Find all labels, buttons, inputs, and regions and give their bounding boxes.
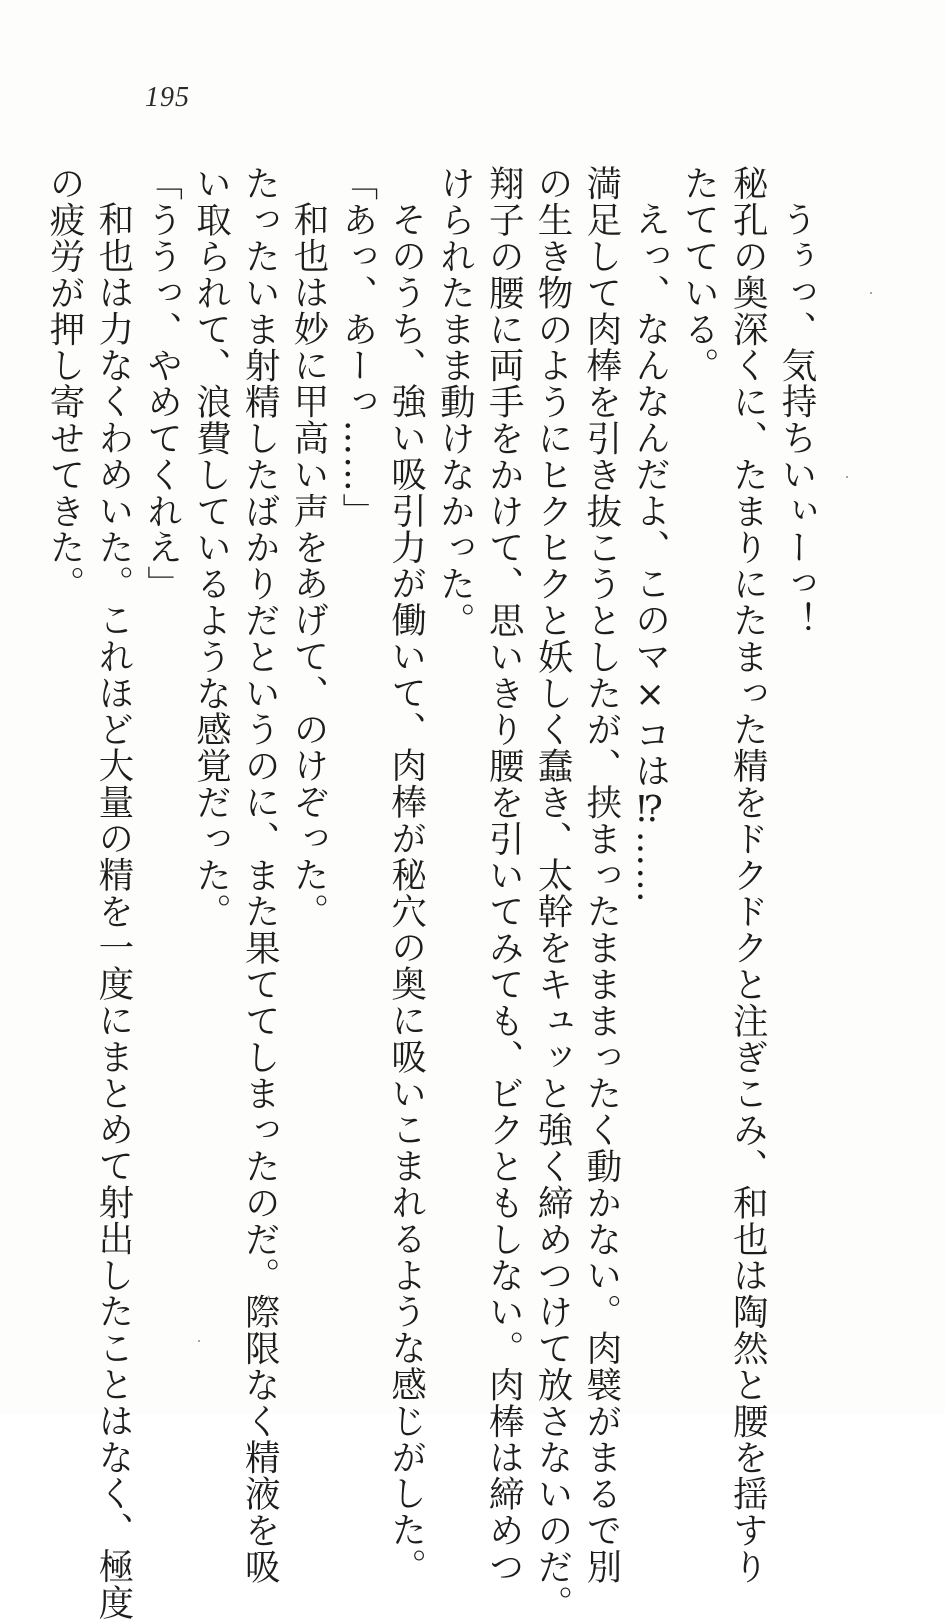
text-line: い取られて、浪費しているような感覚だった。	[190, 165, 232, 930]
body-text	[44, 165, 820, 1621]
text-line: の生き物のようにヒクヒクと妖しく蠢き、太幹をキュッと強く締めつけて放さないのだ。	[532, 165, 574, 1621]
scan-speck	[198, 1340, 200, 1342]
text-line: えっ、なんなんだよ、このマ×コは⁉……	[629, 200, 671, 904]
scan-speck	[870, 292, 872, 294]
text-line: けられたまま動けなかった。	[434, 165, 476, 639]
text-line: 秘孔の奥深くに、たまりにたまった精をドクドクと注ぎこみ、和也は陶然と腰を揺すり	[727, 165, 769, 1585]
text-line: 和也は妙に甲高い声をあげて、のけぞった。	[288, 200, 330, 929]
page-number: 195	[145, 82, 190, 113]
text-line: 「あっ、あーっ……」	[336, 165, 378, 529]
text-line: 満足して肉棒を引き抜こうとしたが、挟まったまままったく動かない。肉襞がまるで別	[580, 165, 622, 1585]
text-line: 「ううっ、やめてくれえ」	[141, 165, 183, 602]
text-line: たったいま射精したばかりだというのに、また果ててしまったのだ。際限なく精液を吸	[239, 165, 281, 1585]
text-line: そのうち、強い吸引力が働いて、肉棒が秘穴の奥に吸いこまれるような感じがした。	[385, 200, 427, 1584]
text-line: たてている。	[678, 165, 720, 384]
text-line: の疲労が押し寄せてきた。	[44, 165, 86, 602]
text-line: 和也は力なくわめいた。これほど大量の精を一度にまとめて射出したことはなく、極度	[92, 200, 134, 1621]
text-line: うぅっ、気持ちいぃーっ！	[776, 200, 817, 638]
text-line: 翔子の腰に両手をかけて、思いきり腰を引いてみても、ビクともしない。肉棒は締めつ	[483, 165, 525, 1585]
scan-speck	[846, 476, 848, 478]
